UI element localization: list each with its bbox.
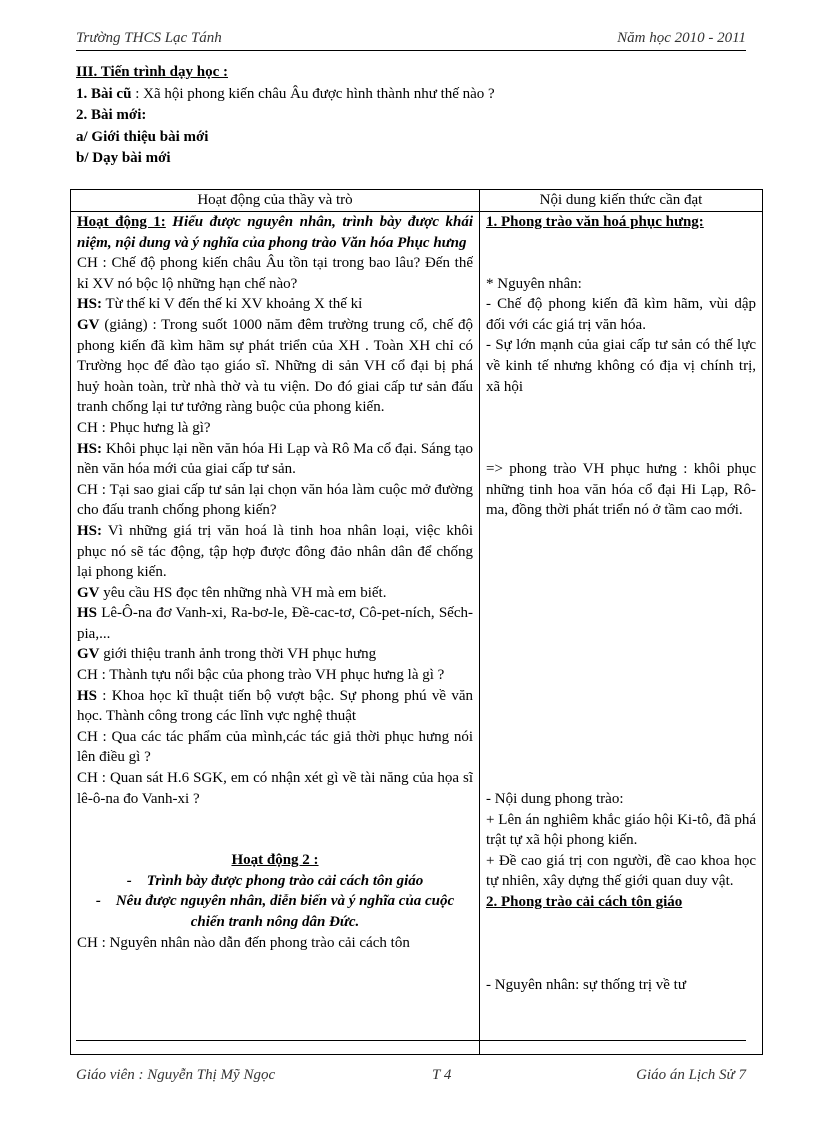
cause-2: - Sự lớn mạnh của giai cấp tư sản có thế lực về kinh tế nhưng không có địa vị chính trị, xã hội xyxy=(486,337,756,395)
student-label: HS: xyxy=(77,296,103,313)
school-year: Năm học 2010 - 2011 xyxy=(617,30,746,46)
lesson-table xyxy=(70,189,763,1055)
question-1: CH : Chế độ phong kiến châu Âu tồn tại trong bao lâu? Đến thế kỉ XV nó bộc lộ những hạn chế nào? xyxy=(77,255,473,292)
subject-name: Giáo án Lịch Sử 7 xyxy=(636,1067,746,1083)
page-number: T 4 xyxy=(432,1067,452,1083)
teacher-lecture-text: (giảng) : Trong suốt 1000 năm đêm trường trung cổ, chế độ phong kiến đã kìm hãm sự phát triển của XH . Toàn XH chỉ có Trường học để đào tạo giáo sĩ. Những di sản VH cổ đại bị phá huỷ hoàn toàn, trừ nhà thờ và tu viện. Do đó giai cấp tư sản đấu tranh chống lại tư tưởng ràng buộc của phong kiến. xyxy=(77,316,473,416)
teacher-request xyxy=(77,583,473,604)
teach-lesson: b/ Dạy bài mới xyxy=(76,150,171,166)
student-label: HS: xyxy=(77,522,103,539)
table-header-row xyxy=(71,190,763,212)
answer-3 xyxy=(77,521,473,583)
student-label: HS: xyxy=(77,440,103,457)
table-body-row xyxy=(71,212,763,1055)
activity-2-objective-2-text: Nêu được nguyên nhân, diễn biến và ý nghĩa của cuộc chiến tranh nông dân Đức. xyxy=(115,893,455,930)
introduce-lesson: a/ Giới thiệu bài mới xyxy=(76,128,209,145)
teacher-label: GV xyxy=(77,646,100,663)
teacher-label: GV xyxy=(77,584,100,601)
question-3: CH : Tại sao giai cấp tư sản lại chọn văn hóa làm cuộc mở đường cho đấu tranh chống phong kiến? xyxy=(77,481,473,519)
teacher-name: Giáo viên : Nguyễn Thị Mỹ Ngọc xyxy=(76,1067,276,1083)
teacher-label: GV xyxy=(77,316,100,333)
question-7: CH : Nguyên nhân nào dẫn đến phong trào cải cách tôn xyxy=(77,934,410,951)
activity-1-heading xyxy=(77,212,473,253)
teacher-intro-pictures-text: giới thiệu tranh ảnh trong thời VH phục hưng xyxy=(99,646,377,663)
movement-content-2: + Đề cao giá trị con người, đề cao khoa học tự nhiên, xây dựng thế giới quan duy vật. xyxy=(486,852,756,890)
page-footer xyxy=(76,1040,746,1085)
activity-2-heading xyxy=(77,850,473,871)
section-heading: III. Tiến trình dạy học : xyxy=(76,64,228,80)
answer-2-text: Khôi phục lại nền văn hóa Hi Lạp và Rô Ma cổ đại. Sáng tạo nền văn hóa mới của giai cấp tư sản. xyxy=(77,440,473,478)
answer-2 xyxy=(77,439,473,480)
cause-1: - Chế độ phong kiến đã kìm hãm, vùi dập đối với các giá trị văn hóa. xyxy=(486,296,756,333)
lesson-intro xyxy=(76,62,495,170)
student-authors-text: Lê-Ô-na đơ Vanh-xi, Ra-bơ-le, Đề-cac-tơ, Cô-pet-ních, Sếch-pia,... xyxy=(77,605,473,642)
new-lesson-heading: 2. Bài mới: xyxy=(76,107,147,123)
question-6: CH : Quan sát H.6 SGK, em có nhận xét gì về tài năng của họa sĩ lê-ô-na đo Vanh-xi ? xyxy=(77,770,473,807)
answer-1-text: Từ thế kỉ V đến thế kỉ XV khoảng X thế kỉ xyxy=(102,296,363,313)
question-2: CH : Phục hưng là gì? xyxy=(77,419,211,436)
activity-1-label: Hoạt động 1: xyxy=(77,214,166,230)
page-header xyxy=(76,28,746,51)
movement-content-heading: - Nội dung phong trào: xyxy=(486,790,624,807)
answer-4-text: : Khoa học kĩ thuật tiến bộ vượt bậc. Sự phong phú về văn học. Thành công trong các lĩnh vực nghệ thuật xyxy=(77,687,473,725)
student-authors xyxy=(77,603,473,644)
activity-2-objective-1: - Trình bày được phong trào cải cách tôn giáo xyxy=(126,872,424,889)
movement-content-1: + Lên án nghiêm khắc giáo hội Ki-tô, đã phá trật tự xã hội phong kiến. xyxy=(486,811,756,849)
content-cell xyxy=(480,212,763,1055)
activity-2-objective-2: - Nêu được nguyên nhân, diễn biến và ý nghĩa của cuộc chiến tranh nông dân Đức. xyxy=(95,893,455,930)
teacher-intro-pictures xyxy=(77,644,473,665)
renaissance-definition: => phong trào VH phục hưng : khôi phục những tinh hoa văn hóa cổ đại Hi Lạp, Rô-ma, đồng thời phát triển nó ở tầm cao mới. xyxy=(486,461,756,519)
section-1-title: 1. Phong trào văn hoá phục hưng: xyxy=(486,214,704,230)
old-lesson-label: 1. Bài cũ xyxy=(76,85,132,102)
teacher-lecture xyxy=(77,315,473,418)
cause-heading: * Nguyên nhân: xyxy=(486,275,582,292)
question-5: CH : Qua các tác phẩm của mình,các tác giả thời phục hưng nói lên điều gì ? xyxy=(77,728,473,766)
activity-2-label: Hoạt động 2 : xyxy=(231,852,319,869)
old-lesson-question xyxy=(76,84,495,106)
school-name: Trường THCS Lạc Tánh xyxy=(76,30,222,46)
activity-1-title: Hiểu được nguyên nhân, trình bày được khái niệm, nội dung và ý nghĩa của phong trào Văn hóa Phục hưng xyxy=(77,214,473,251)
section-2-title: 2. Phong trào cải cách tôn giáo xyxy=(486,893,683,910)
old-lesson-text: : Xã hội phong kiến châu Âu được hình thành như thế nào ? xyxy=(131,85,495,102)
teacher-request-text: yêu cầu HS đọc tên những nhà VH mà em biết. xyxy=(99,584,387,601)
answer-3-text: Vì những giá trị văn hoá là tinh hoa nhân loại, việc khôi phục nó sẽ tác động, tập hợp được đông đảo nhân dân để chống lại phong kiến. xyxy=(77,522,473,581)
col-header-activities: Hoạt động của thầy và trò xyxy=(71,190,480,212)
section-2-cause: - Nguyên nhân: sự thống trị về tư xyxy=(486,976,686,993)
col-header-content: Nội dung kiến thức cần đạt xyxy=(480,190,763,212)
answer-1 xyxy=(77,294,473,315)
activities-cell xyxy=(71,212,480,1055)
student-label: HS xyxy=(77,605,98,622)
student-label: HS xyxy=(77,687,98,704)
answer-4 xyxy=(77,686,473,727)
question-4: CH : Thành tựu nổi bậc của phong trào VH phục hưng là gì ? xyxy=(77,667,445,684)
activity-2-objective-1-text: Trình bày được phong trào cải cách tôn giáo xyxy=(146,872,424,889)
